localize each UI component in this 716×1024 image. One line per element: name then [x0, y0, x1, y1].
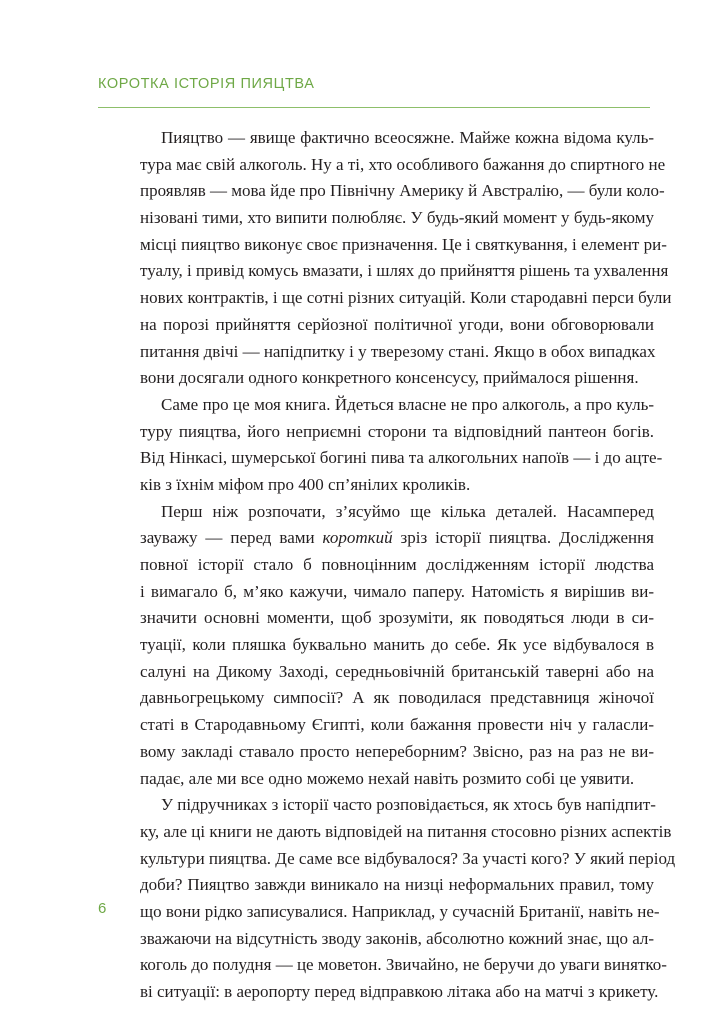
paragraph-3-line-3: повної історії стало б повноцінним дослідженням історії людства [140, 555, 654, 574]
paragraph-3-line-5: значити основні моменти, щоб зрозуміти, як поводяться люди в си- [140, 608, 654, 628]
paragraph-4-line-3: культури пияцтва. Де саме все відбувалося? За участі кого? У який період [140, 848, 676, 868]
paragraph-3-line-7: салуні на Дикому Заході, середньовічній британській таверні або на [140, 661, 654, 681]
paragraph-3-line-11: падає, але ми все одно можемо нехай навіть розмито собі це уявити. [140, 768, 635, 788]
paragraph-1-line-3: проявляв — мова йде про Північну Америку й Австралію, — були коло- [140, 181, 665, 201]
page-number: 6 [98, 900, 107, 917]
paragraph-4-line-1: У підручниках з історії часто розповідається, як хтось був напідпит- [161, 795, 656, 815]
paragraph-3-line-10: вому закладі ставало просто непереборним? Звісно, раз на раз не ви- [140, 741, 654, 761]
paragraph-2-line-3: Від Нінкасі, шумерської богині пива та алкогольних напоїв — і до ацте- [140, 448, 663, 468]
paragraph-3-line-2-tail: зріз історії пияцтва. Дослідження [392, 528, 655, 548]
paragraph-1-line-8: на порозі прийняття серйозної політичної угоди, вони обговорювали [140, 314, 654, 334]
paragraph-4-line-5: що вони рідко записувалися. Наприклад, у сучасній Британії, навіть не- [140, 901, 660, 921]
paragraph-3-line-1: Перш ніж розпочати, з’ясуймо ще кілька деталей. Насамперед [161, 501, 654, 521]
paragraph-2-line-1: Саме про це моя книга. Йдеться власне не про алкоголь, а про куль- [161, 394, 654, 414]
paragraph-1-line-2: тура має свій алкоголь. Ну а ті, хто особливого бажання до спиртного не [140, 154, 666, 174]
paragraph-3-line-8: давньогрецькому симпосії? А як поводилася представниця жіночої [140, 688, 654, 708]
header-rule [98, 107, 650, 108]
paragraph-4-line-4: доби? Пияцтво завжди виникало на низці неформальних правил, тому [140, 875, 654, 895]
paragraph-2-line-2: туру пияцтва, його неприємні сторони та відповідний пантеон богів. [140, 421, 654, 441]
paragraph-1-line-10: вони досягали одного конкретного консенсусу, приймалося рішення. [140, 368, 639, 388]
paragraph-1-line-7: нових контрактів, і ще сотні різних ситуацій. Коли стародавні перси були [140, 288, 672, 308]
paragraph-3-line-2-lead: зауважу — перед вами [140, 528, 323, 548]
paragraph-1-line-6: туалу, і привід комусь вмазати, і шлях до прийняття рішень та ухвалення [140, 261, 669, 281]
paragraph-4-line-6: зважаючи на відсутність зводу законів, абсолютно кожний знає, що ал- [140, 928, 655, 948]
paragraph-3-line-9: статі в Стародавньому Єгипті, коли бажання провести ніч у галасли- [140, 715, 654, 735]
running-head-title: КОРОТКА ІСТОРІЯ ПИЯЦТВА [98, 76, 315, 92]
paragraph-4-line-8: ві ситуації: в аеропорту перед відправкою літака або на матчі з крикету. [140, 982, 659, 1001]
paragraph-4-line-7: коголь до полудня — це моветон. Звичайно, не беручи до уваги винятко- [140, 955, 667, 975]
paragraph-3-line-2 [140, 525, 654, 552]
paragraph-3-line-6: туації, коли пляшка буквально манить до себе. Як усе відбувалося в [140, 635, 654, 655]
paragraph-1-line-5: місці пияцтво виконує своє призначення. Це і святкування, і елемент ри- [140, 234, 667, 254]
paragraph-2-line-4: ків з їхнім міфом про 400 сп’янілих кроликів. [140, 474, 471, 494]
paragraph-1-line-4: нізовані тими, хто випити полюбляє. У будь-який момент у будь-якому [140, 208, 654, 228]
paragraph-4-line-2: ку, але ці книги не дають відповідей на питання стосовно різних аспектів [140, 821, 672, 841]
paragraph-1-line-9: питання двічі — напідпитку і у тверезому стані. Якщо в обох випадках [140, 341, 656, 361]
paragraph-1-line-1: Пияцтво — явище фактично всеосяжне. Майже кожна відома куль- [161, 128, 654, 147]
emphasis-word: короткий [322, 528, 393, 548]
paragraph-3-line-4: і вимагало б, м’яко кажучи, чимало паперу. Натомість я вирішив ви- [140, 581, 654, 601]
body-text [140, 125, 676, 1006]
